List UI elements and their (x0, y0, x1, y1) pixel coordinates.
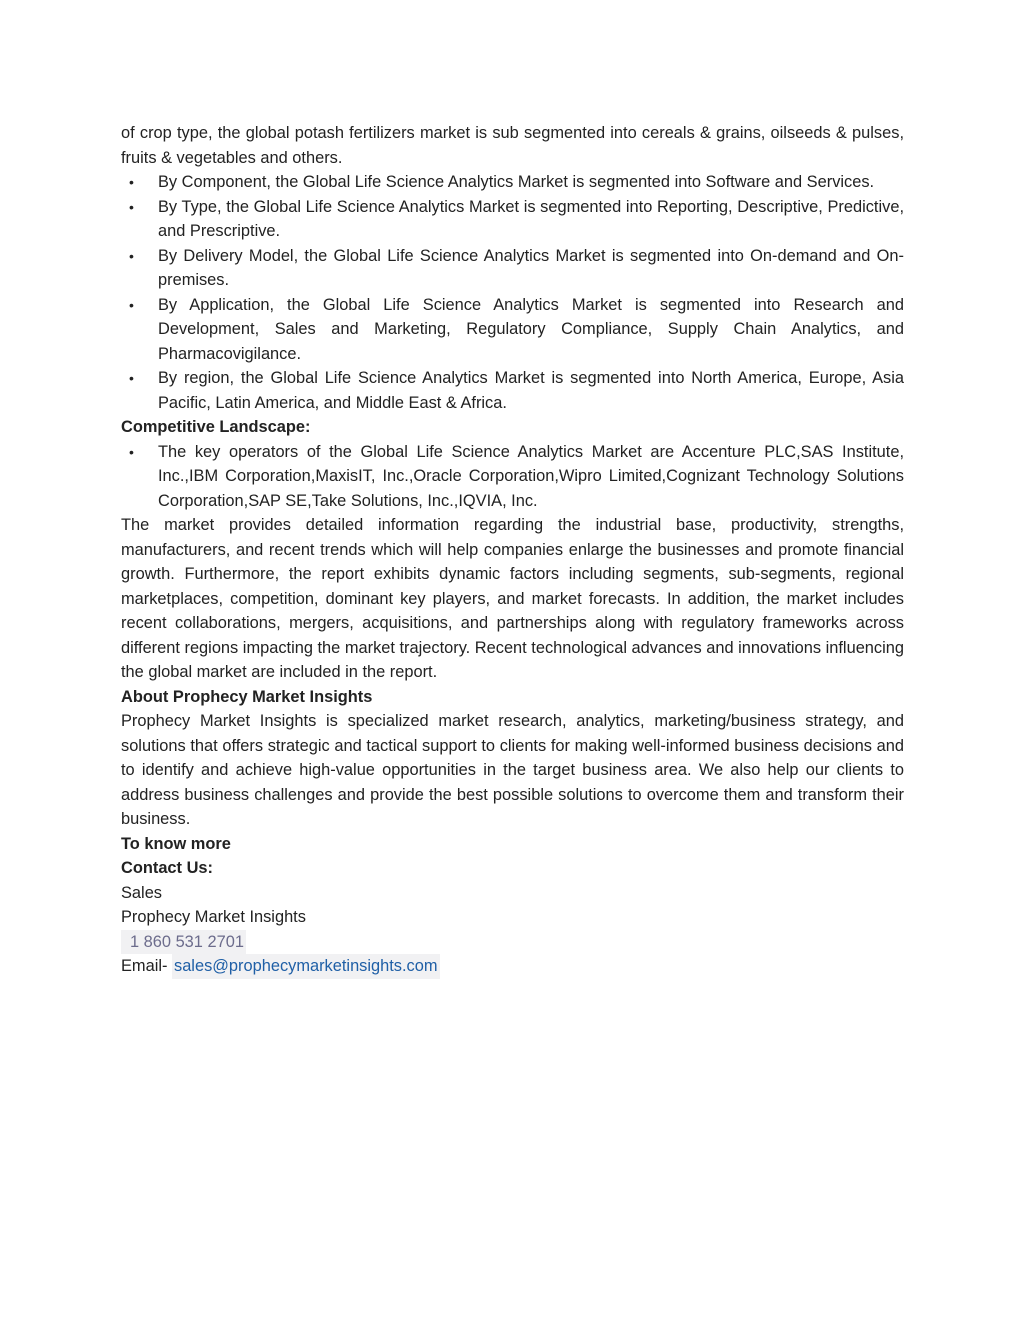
about-paragraph: Prophecy Market Insights is specialized market research, analytics, marketing/business strategy, and solutions that offers strategic and tactical support to clients for making well-informed business decisions and to identify and achieve high-value opportunities in the target business area. We also help our clients to address business challenges and provide the best possible solutions to overcome them and transform their business. (121, 712, 904, 828)
list-item (121, 170, 904, 195)
list-item-text: The key operators of the Global Life Science Analytics Market are Accenture PLC,SAS Institute, Inc.,IBM Corporation,MaxisIT, Inc.,Oracle Corporation,Wipro Limited,Cognizant Technology Solutions Corporation,SAP SE,Take Solutions, Inc.,IQVIA, Inc. (158, 442, 904, 510)
list-item-text: By Component, the Global Life Science Analytics Market is segmented into Software and Services. (158, 173, 875, 191)
bullet-icon: • (129, 370, 134, 386)
document-page (121, 121, 904, 979)
bullet-icon: • (129, 198, 134, 215)
list-item-text: By Type, the Global Life Science Analytics Market is segmented into Reporting, Descriptive, Predictive, and Prescriptive. (158, 197, 904, 240)
list-item (121, 244, 904, 293)
intro-paragraph: of crop type, the global potash fertilizers market is sub segmented into cereals & grains, oilseeds & pulses, fruits & vegetables and others. (121, 124, 904, 167)
contact-heading: Contact Us: (121, 859, 213, 877)
bullet-icon: • (129, 174, 134, 190)
bullet-icon: • (129, 296, 134, 313)
email-link[interactable]: sales@prophecymarketinsights.com (172, 954, 440, 979)
contact-email-line (121, 954, 904, 979)
list-item (121, 440, 904, 514)
phone-number[interactable]: 1 860 531 2701 (121, 930, 246, 955)
about-heading: About Prophecy Market Insights (121, 687, 373, 706)
bullet-icon: • (129, 247, 134, 264)
competitive-landscape-heading: Competitive Landscape: (121, 418, 311, 436)
contact-department: Sales (121, 883, 163, 902)
contact-phone-line (121, 930, 904, 955)
list-item-text: By region, the Global Life Science Analytics Market is segmented into North America, Europe, Asia Pacific, Latin America, and Middle East & Africa. (158, 369, 904, 412)
list-item (121, 195, 904, 244)
contact-company: Prophecy Market Insights (121, 908, 306, 926)
email-label: Email- (121, 957, 172, 975)
know-more-heading: To know more (121, 834, 231, 853)
bullet-icon: • (129, 443, 134, 460)
market-paragraph: The market provides detailed information regarding the industrial base, productivity, strengths, manufacturers, and recent trends which will help companies enlarge the businesses and promote financial growth. Furthermore, the report exhibits dynamic factors including segments, sub-segments, regional marketplaces, competition, dominant key players, and market forecasts. In addition, the market includes recent collaborations, mergers, acquisitions, and partnerships along with regulatory frameworks across different regions impacting the market trajectory. Recent technological advances and innovations influencing the global market are included in the report. (121, 516, 904, 681)
list-item-text: By Application, the Global Life Science Analytics Market is segmented into Research and Development, Sales and Marketing, Regulatory Compliance, Supply Chain Analytics, and Pharmacovigilance. (158, 295, 904, 363)
list-item-text: By Delivery Model, the Global Life Science Analytics Market is segmented into On-demand and On-premises. (158, 246, 904, 289)
list-item (121, 366, 904, 415)
competitive-list (121, 440, 904, 514)
list-item (121, 293, 904, 367)
segment-list (121, 170, 904, 415)
